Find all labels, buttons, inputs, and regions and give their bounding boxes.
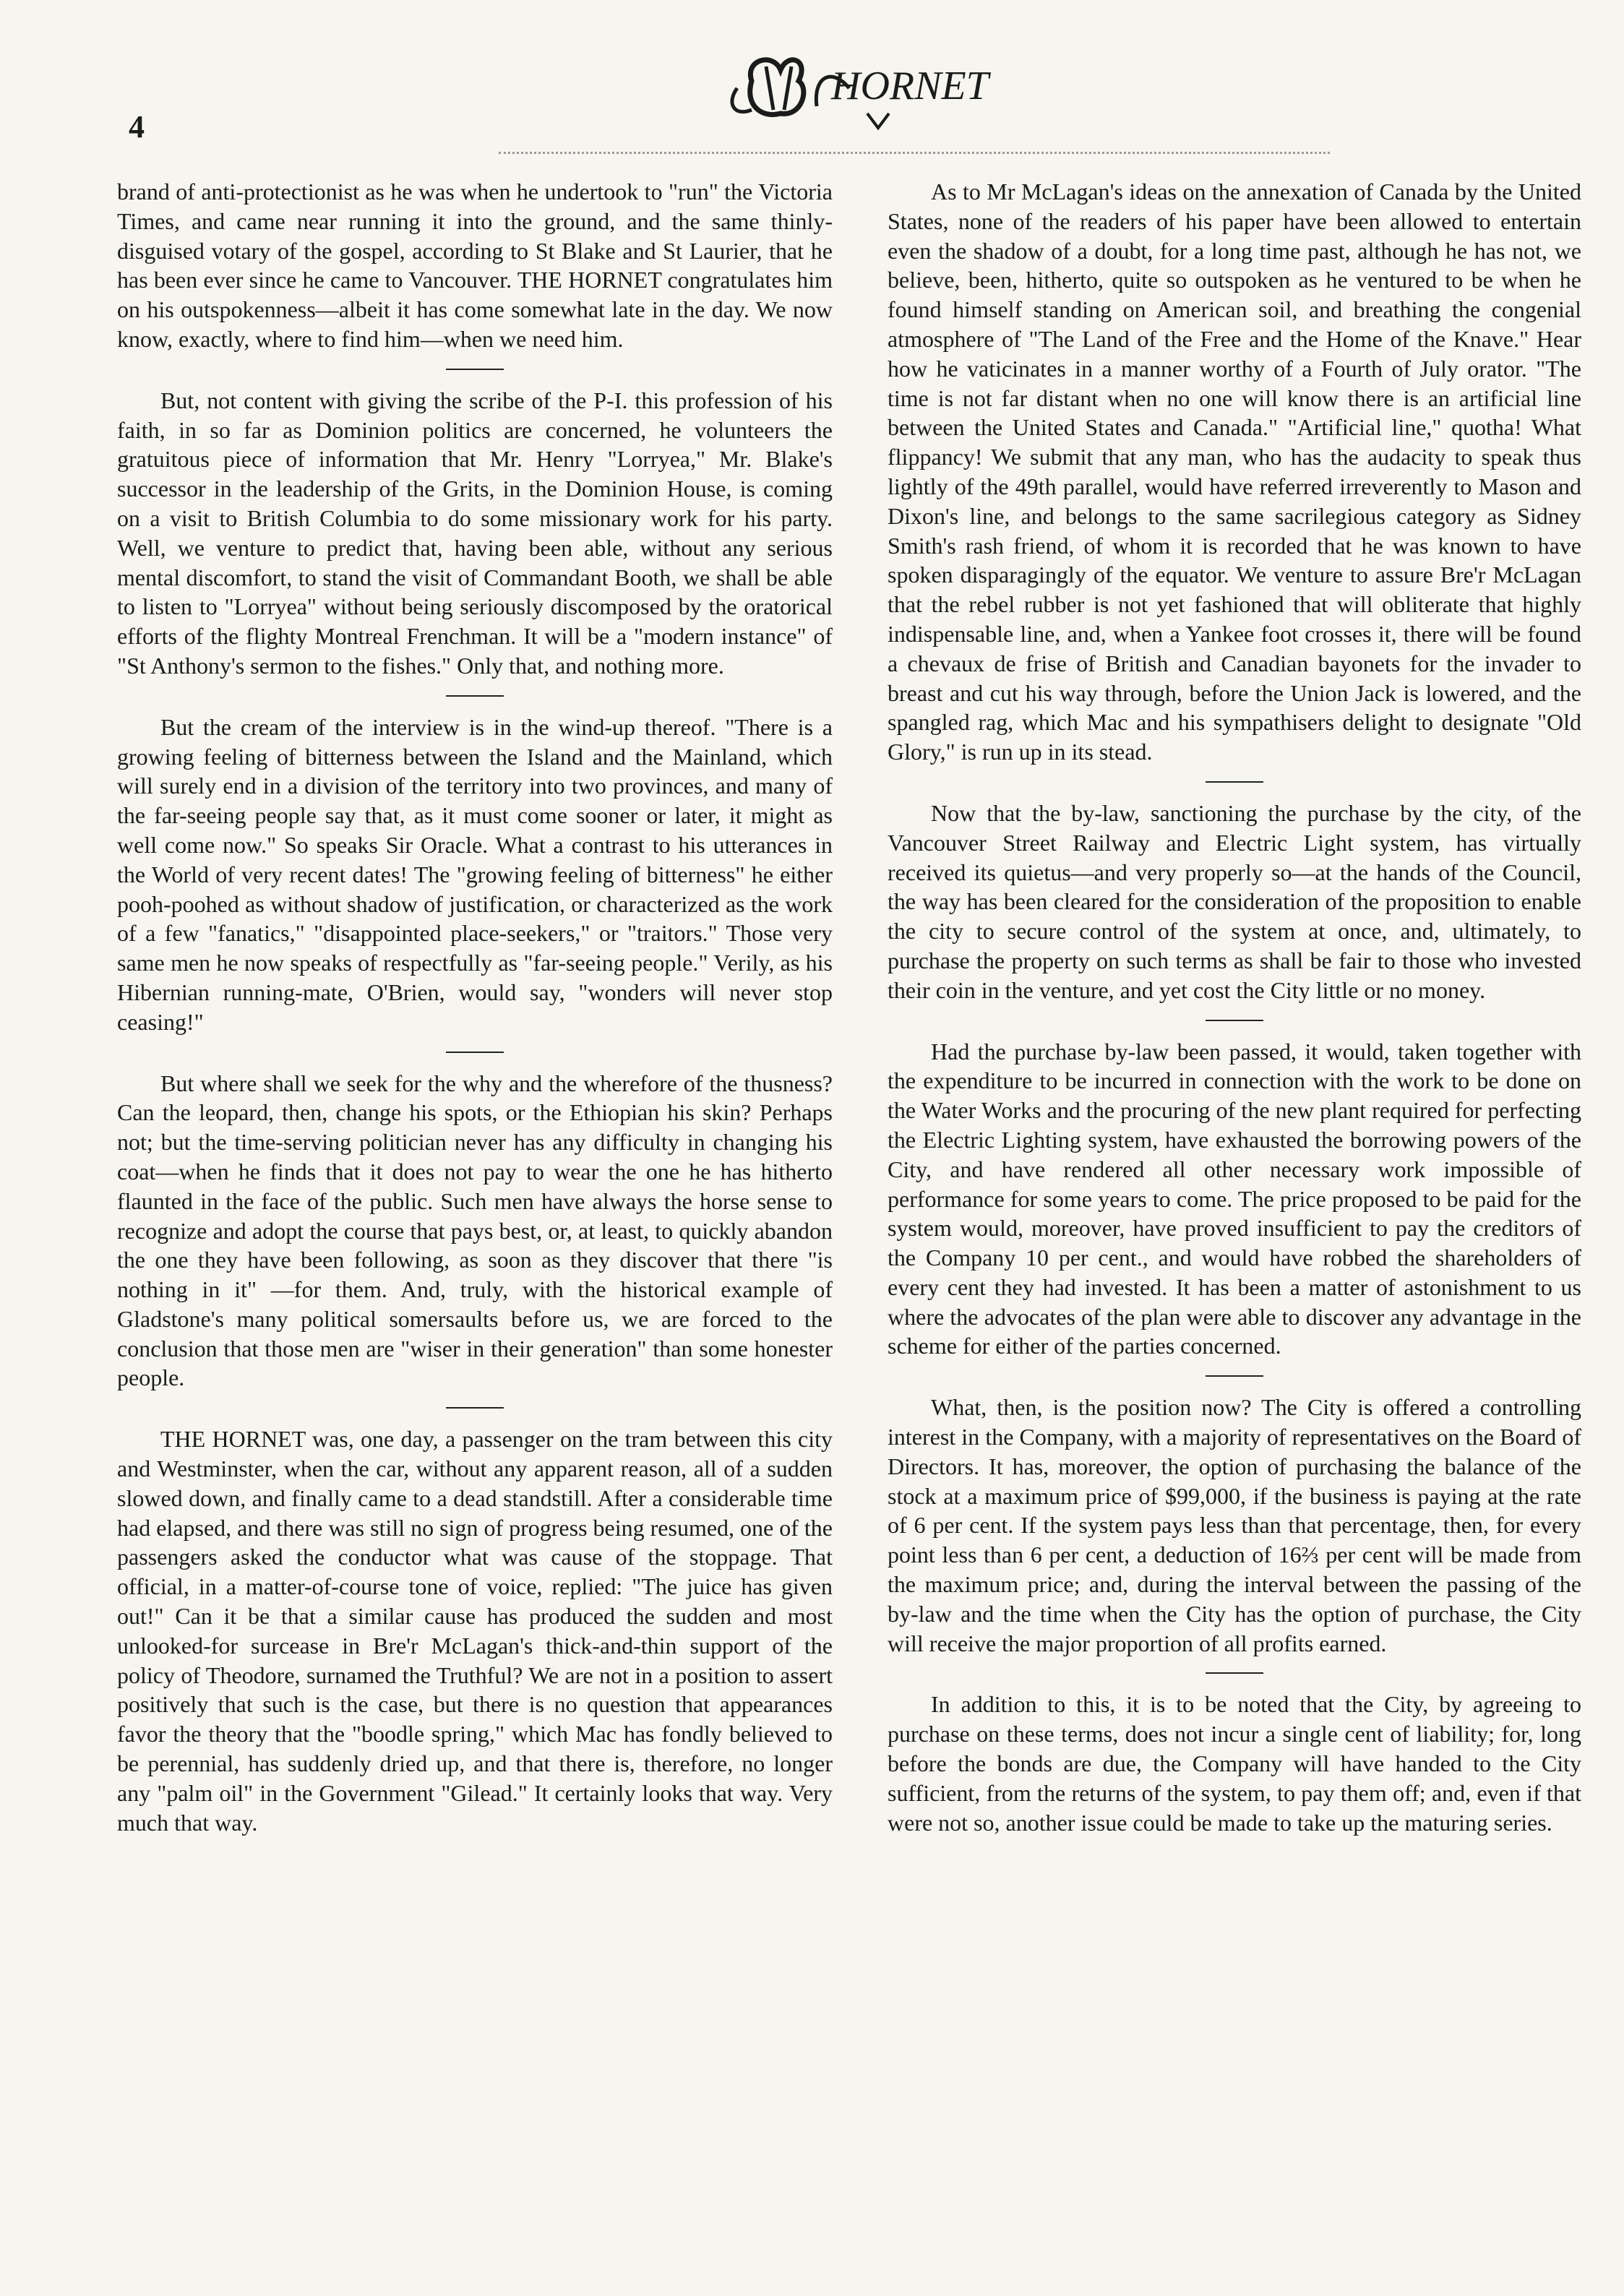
article-paragraph: But the cream of the interview is in the wind-up thereof. "There is a growing feeling of bitterness between the Island and the Mainland, which will surely end in a division of the territory into two provinces, and many of the far-seeing people say that, as it must come sooner or later, it might as well come now." So speaks Sir Oracle. What a contrast to his utterances in the World of very recent dates! The "growing feeling of bitterness" he either pooh-poohed as without shadow of justification, or characterized as the work of a few "fanatics," "disappointed place-seekers," or "traitors." Those very same men he now speaks of respectfully as "far-seeing people." Verily, as his Hibernian running-mate, O'Brien, would say, "wonders will never stop ceasing!": [117, 713, 833, 1035]
article-paragraph: THE HORNET was, one day, a passenger on the tram between this city and Westminster, when the car, without any apparent reason, all of a sudden slowed down, and finally came to a dead standstill. After a considerable time had elapsed, and there was still no sign of progress being resumed, one of the passengers asked the conductor what was cause of the stoppage. That official, in a matter-of-course tone of voice, replied: "The juice has given out!" Can it be that a similar cause has produced the sudden and most unlooked-for surcease in Bre'r McLagan's thick-and-thin support of the policy of Theodore, surnamed the Truthful? We are not in a position to assert positively that such is the case, but there is no question that appearances favor the theory that the "boodle spring," which Mac has fondly believed to be perennial, has suddenly dried up, and that there is, therefore, no longer any "palm oil" in the Government "Gilead." It certainly looks that way. Very much that way.: [117, 1426, 833, 1836]
masthead-logo: [723, 38, 989, 139]
page-number: 4: [129, 109, 145, 145]
article-paragraph: But, not content with giving the scribe of the P-I. this profession of his faith, in so far as Dominion politics are concerned, he volunteers the gratuitous piece of information that Mr. Henry "Lorryea," Mr. Blake's successor in the leadership of the Grits, in the Dominion House, is coming on a visit to British Columbia to do some missionary work for his party. Well, we venture to predict that, having been able, without any serious mental discomfort, to stand the visit of Commandant Booth, we shall be able to listen to "Lorryea" without being seriously discomposed by the oratorical efforts of the flighty Montreal Frenchman. It will be a "modern instance" of "St Anthony's sermon to the fishes." Only that, and nothing more.: [117, 387, 833, 679]
article-paragraph: brand of anti-protectionist as he was when he undertook to "run" the Victoria Times, and came near running it into the ground, and the same thinly-disguised votary of the gospel, according to St Blake and St Laurier, that he has been ever since he came to Vancouver. THE HORNET congratulates him on his outspokenness—albeit it has come somewhat late in the day. We now know, exactly, where to find him—when we need him.: [117, 179, 833, 352]
article-paragraph: Now that the by-law, sanctioning the purchase by the city, of the Vancouver Street Railway and Electric Light system, has virtually received its quietus—and very properly so—at the hands of the Council, the way has been cleared for the consideration of the proposition to enable the city to secure control of the system at once, and, ultimately, to purchase the property on such terms as shall be fair to those who invested their coin in the venture, and yet cost the City little or no money.: [888, 799, 1581, 1003]
hornet-logo-icon: [723, 38, 989, 139]
article-paragraph: As to Mr McLagan's ideas on the annexation of Canada by the United States, none of the readers of his paper have been allowed to entertain even the shadow of a doubt, for a long time past, although he has not, we believe, been, hitherto, quite so outspoken as he ventured to be when he found himself standing on American soil, and breathing the congenial atmosphere of "The Land of the Free and the Home of the Knave." Hear how he vaticinates in a manner worthy of a Fourth of July orator. "The time is not far distant when no one will know there is an artificial line between the United States and Canada." "Artificial line," quotha! What flippancy! We submit that any man, who has the audacity to speak thus lightly of the 49th parallel, would have referred irreverently to Mason and Dixon's line, and belongs to the same sacrilegious category as Sidney Smith's rash friend, of whom it is recorded that he was known to have spoken disparagingly of the equator. We venture to assure Bre'r McLagan that the rebel rubber is not yet fashioned that will obliterate that highly indispensable line, and, when a Yankee foot crosses it, there will be found a chevaux de frise of British and Canadian bayonets for the invader to breast and cut his way through, before the Union Jack is lowered, and the spangled rag, which Mac and his sympathisers delight to designate "Old Glory," is run up in its stead.: [888, 179, 1581, 765]
section-divider: [446, 1407, 504, 1409]
article-paragraph: But where shall we seek for the why and the wherefore of the thusness? Can the leopard, then, change his spots, or the Ethiopian his skin? Perhaps not; but the time-serving politician never has any difficulty in changing his coat—when he finds that it does not pay to wear the one he has hitherto flaunted in the face of the public. Such men have always the horse sense to recognize and adopt the course that pays best, or, at least, to quickly abandon the one they have been following, as soon as they discover that there "is nothing in it" —for them. And, truly, with the historical example of Gladstone's many political somersaults before us, we are forced to the conclusion that those men are "wiser in their generation" than some honester people.: [117, 1070, 833, 1391]
masthead-text: HORNET: [831, 64, 989, 108]
article-paragraph: In addition to this, it is to be noted that the City, by agreeing to purchase on these terms, does not incur a single cent of liability; for, long before the bonds are due, the Company will have handed to the City sufficient, from the returns of the system, to pay them off; and, even if that were not so, another issue could be made to take up the maturing series.: [888, 1691, 1581, 1836]
section-divider: [446, 369, 504, 370]
section-divider: [446, 1052, 504, 1053]
section-divider: [1206, 781, 1263, 783]
article-paragraph: Had the purchase by-law been passed, it would, taken together with the expenditure to be incurred in connection with the work to be done on the Water Works and the procuring of the new plant required for perfecting the Electric Lighting system, have exhausted the borrowing powers of the City, and have rendered all other necessary work impossible of performance for some years to come. The price proposed to be paid for the system would, moreover, have proved insufficient to pay the creditors of the Company 10 per cent., and would have robbed the shareholders of every cent they had invested. It has been a matter of astonishment to us where the advocates of the plan were able to discover any advantage in the scheme for either of the parties concerned.: [888, 1038, 1581, 1359]
left-column: [117, 177, 833, 1837]
header-rule: [499, 152, 1330, 154]
article-paragraph: What, then, is the position now? The City is offered a controlling interest in the Company, with a majority of representatives on the Board of Directors. It has, moreover, the option of purchasing the balance of the stock at a maximum price of $99,000, if the business is paying at the rate of 6 per cent. If the system pays less than that percentage, then, for every point less than 6 per cent, a deduction of 16⅔ per cent will be made from the maximum price; and, during the interval between the passing of the by-law and the time when the City has the option of purchase, the City will receive the major proportion of all profits earned.: [888, 1394, 1581, 1656]
section-divider: [446, 695, 504, 697]
section-divider: [1206, 1672, 1263, 1674]
section-divider: [1206, 1375, 1263, 1377]
right-column: [888, 177, 1581, 1837]
section-divider: [1206, 1020, 1263, 1021]
